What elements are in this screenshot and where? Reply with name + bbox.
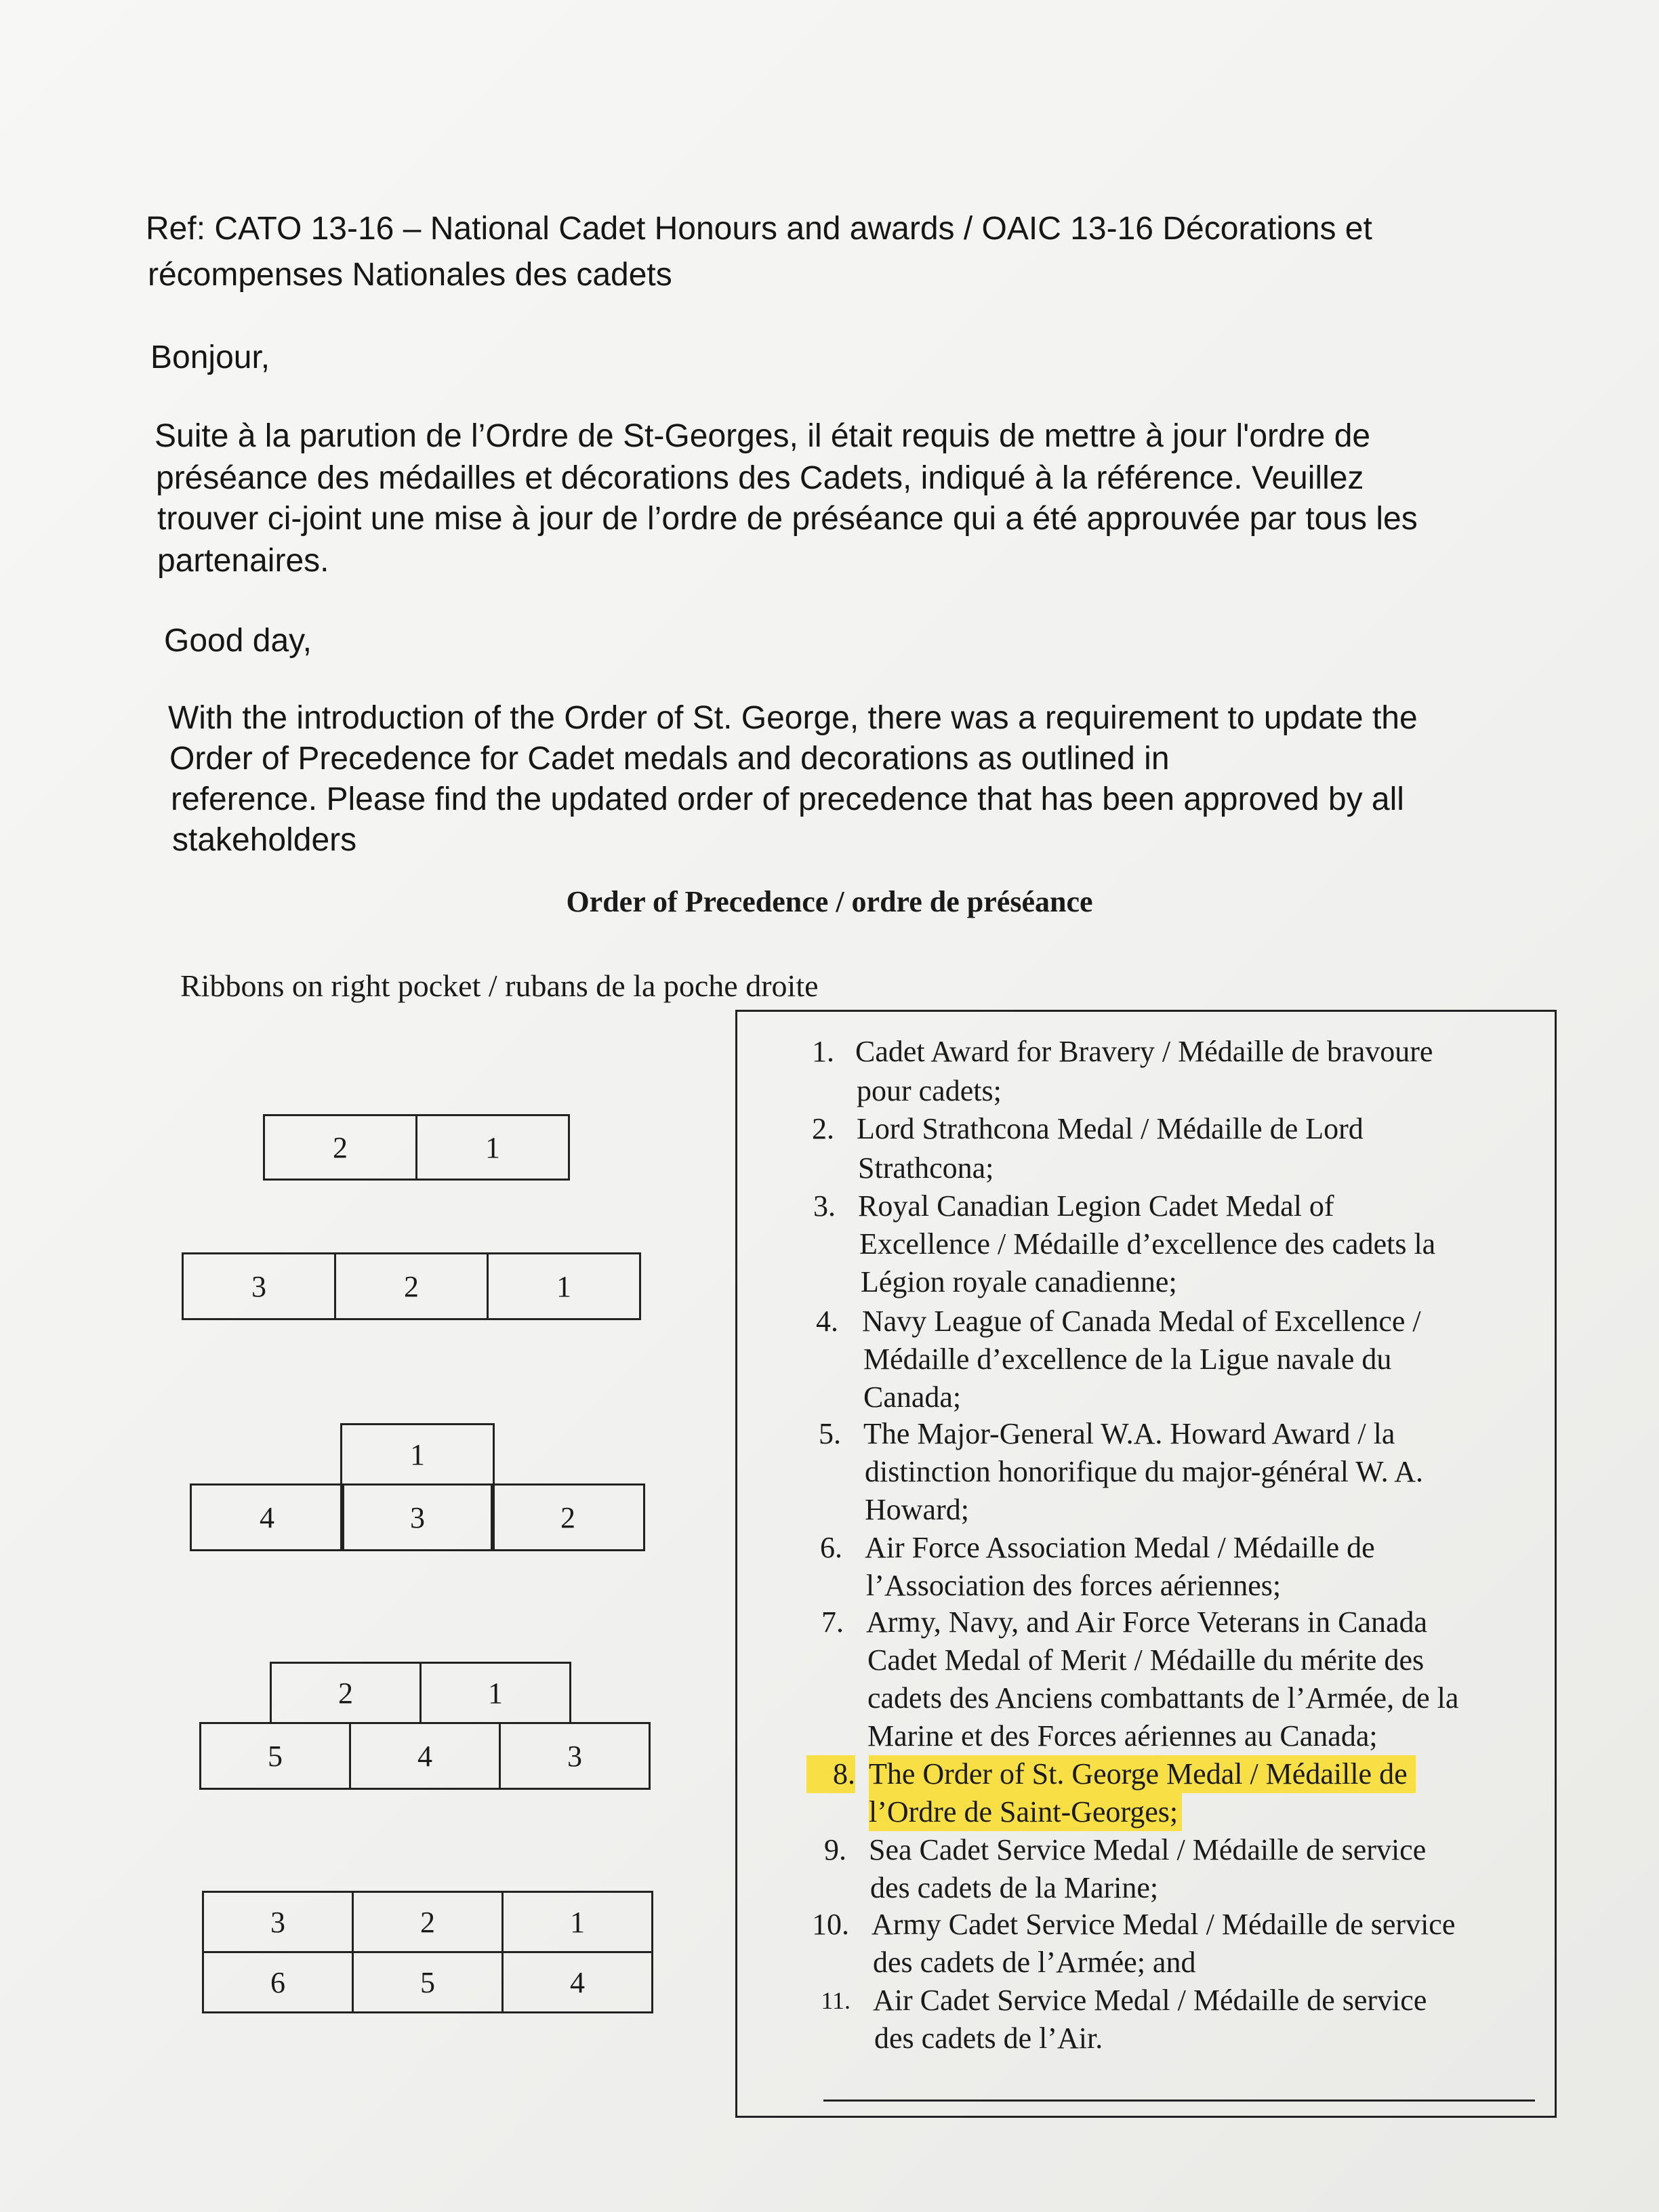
ribbon-cell: 4: [349, 1722, 501, 1790]
item-text: Air Force Association Medal / Médaille de: [865, 1531, 1375, 1564]
item-text: l’Association des forces aériennes;: [866, 1569, 1282, 1602]
item-text: Sea Cadet Service Medal / Médaille de service: [869, 1833, 1427, 1866]
item-text: Canada;: [863, 1380, 962, 1414]
item-text: des cadets de l’Air.: [874, 2022, 1103, 2055]
item-text: Army Cadet Service Medal / Médaille de service: [872, 1908, 1456, 1941]
ribbons-heading: Ribbons on right pocket / rubans de la poche droite: [180, 968, 819, 1003]
item-number: 4.: [816, 1305, 838, 1338]
item-text: Cadet Award for Bravery / Médaille de bravoure: [855, 1035, 1433, 1068]
item-text: cadets des Anciens combattants de l’Armée, de la: [867, 1681, 1459, 1715]
english-line: Order of Precedence for Cadet medals and decorations as outlined in: [169, 741, 1170, 777]
english-greeting: Good day,: [164, 623, 312, 659]
ribbon-cell: 2: [270, 1662, 422, 1724]
ribbon-cell: 2: [491, 1483, 645, 1551]
item-text: Royal Canadian Legion Cadet Medal of: [858, 1189, 1334, 1223]
ribbon-cell: 3: [182, 1252, 336, 1320]
item-number: 3.: [813, 1189, 836, 1223]
item-text: Strathcona;: [858, 1151, 994, 1185]
item-text: Cadet Medal of Merit / Médaille du mérite des: [867, 1643, 1425, 1677]
item-number: 11.: [821, 1987, 851, 2014]
item-number: 1.: [812, 1035, 834, 1068]
item-text: Médaille d’excellence de la Ligue navale du: [863, 1343, 1392, 1376]
item-text: des cadets de l’Armée; and: [873, 1946, 1196, 1979]
ribbon-cell: 6: [202, 1951, 354, 2013]
reference-line: récompenses Nationales des cadets: [148, 257, 672, 293]
item-text: The Major-General W.A. Howard Award / la: [863, 1417, 1395, 1450]
item-text: Army, Navy, and Air Force Veterans in Canada: [866, 1605, 1428, 1639]
english-line: reference. Please find the updated order of precedence that has been approved by all: [171, 781, 1404, 817]
ribbon-cell: 3: [202, 1891, 354, 1953]
french-greeting: Bonjour,: [150, 340, 270, 375]
item-number: 10.: [812, 1908, 849, 1941]
ribbon-cell: 5: [199, 1722, 351, 1790]
list-end-rule: [823, 2100, 1535, 2102]
ribbon-cell: 3: [340, 1483, 495, 1551]
ribbon-cell: 2: [263, 1114, 417, 1181]
item-text: Air Cadet Service Medal / Médaille de service: [873, 1984, 1427, 2017]
english-line: With the introduction of the Order of St. George, there was a requirement to update the: [168, 700, 1418, 736]
item-number: 6.: [820, 1531, 842, 1564]
ribbon-cell: 1: [501, 1891, 653, 1953]
item-text: des cadets de la Marine;: [870, 1871, 1159, 1904]
item-text: l’Ordre de Saint-Georges;: [869, 1793, 1182, 1831]
ribbon-cell: 1: [419, 1662, 571, 1724]
ribbon-cell: 4: [190, 1483, 344, 1551]
item-text: Lord Strathcona Medal / Médaille de Lord: [857, 1112, 1364, 1145]
item-number: 7.: [821, 1605, 844, 1639]
french-line: Suite à la parution de l’Ordre de St-Georges, il était requis de mettre à jour l'ordre de: [155, 418, 1371, 454]
ribbon-cell: 5: [352, 1951, 504, 2013]
item-text: The Order of St. George Medal / Médaille de: [869, 1755, 1416, 1793]
item-text: Howard;: [865, 1493, 969, 1526]
item-number: 5.: [819, 1417, 841, 1450]
reference-line: Ref: CATO 13-16 – National Cadet Honours and awards / OAIC 13-16 Décorations et: [146, 211, 1372, 247]
item-number: 8.: [806, 1755, 855, 1793]
item-text: Marine et des Forces aériennes au Canada;: [867, 1719, 1378, 1753]
item-text: Légion royale canadienne;: [861, 1265, 1177, 1298]
french-line: partenaires.: [157, 543, 329, 579]
item-text: distinction honorifique du major-général W. A.: [865, 1455, 1423, 1488]
ribbon-cell: 2: [352, 1891, 504, 1953]
ribbon-cell: 4: [501, 1951, 653, 2013]
ribbon-cell: 3: [499, 1722, 651, 1790]
french-line: trouver ci-joint une mise à jour de l’ordre de préséance qui a été approuvée par tous les: [157, 501, 1418, 537]
ribbon-cell: 1: [340, 1423, 495, 1486]
ribbon-cell: 1: [415, 1114, 570, 1181]
item-number: 9.: [824, 1833, 846, 1866]
item-text: Navy League of Canada Medal of Excellence /: [862, 1305, 1421, 1338]
ribbon-cell: 2: [334, 1252, 489, 1320]
item-text: pour cadets;: [857, 1074, 1002, 1107]
english-line: stakeholders: [172, 822, 357, 858]
order-heading: Order of Precedence / ordre de préséance: [566, 885, 1093, 918]
ribbon-cell: 1: [487, 1252, 641, 1320]
item-number: 2.: [812, 1112, 834, 1145]
french-line: préséance des médailles et décorations des Cadets, indiqué à la référence. Veuillez: [156, 460, 1364, 496]
item-text: Excellence / Médaille d’excellence des cadets la: [859, 1227, 1436, 1261]
